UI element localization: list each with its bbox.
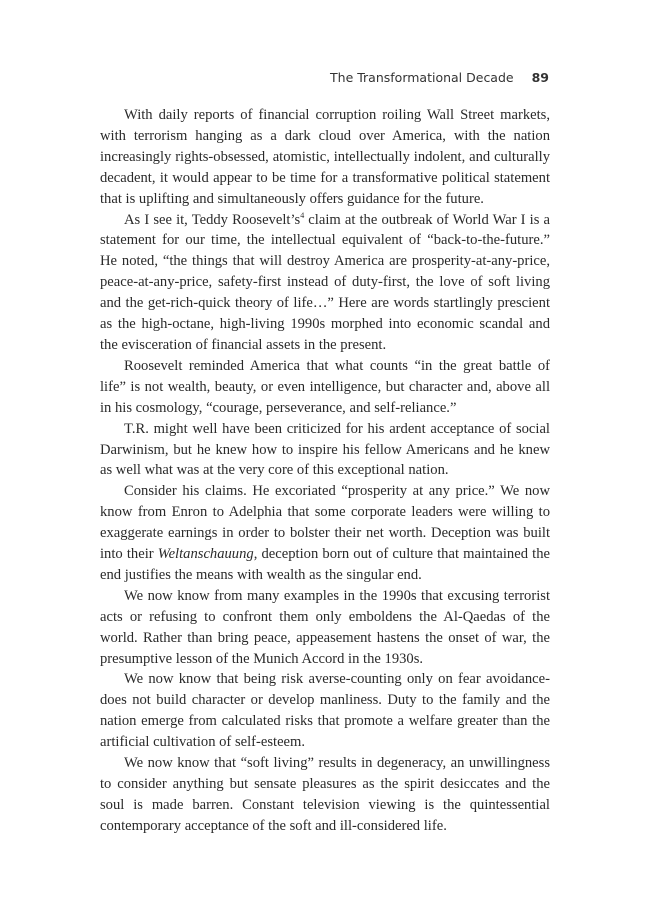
page-number: 89 [531,70,549,85]
chapter-title: The Transformational Decade [330,70,514,85]
paragraph-1: With daily reports of financial corruption roiling Wall Street markets, with terrorism hanging as a dark cloud over America, with the nation increasingly rights-obsessed, atomistic, intellectually indolent, and culturally decadent, it would appear to be time for a transformative political statement that is uplifting and simultaneously offers guidance for the future. [100,107,550,207]
italic-term: Weltanschauung [157,546,254,563]
footnote-marker: 4 [300,210,305,220]
paragraph-8: We now know that “soft living” results in degeneracy, an unwillingness to consider anything but sensate pleasures as the spirit desiccates and the soul is made barren. Constant television viewing is the quintessential contemporary acceptance of the soft and ill-considered life. [100,755,550,834]
paragraph-2 [100,210,550,356]
body-text [100,105,550,837]
running-head [330,70,549,85]
paragraph-2-text-b: claim at the outbreak of World War I is a statement for our time, the intellectual equivalent of “back-to-the-future.” He noted, “the things that will destroy America are prosperity-at-any-price, peace-at-any-price, safety-first instead of duty-first, the love of soft living and the get-rich-quick theory of life…” Here are words startlingly prescient as the high-octane, high-living 1990s morphed into economic scandal and the evisceration of financial assets in the present. [100,211,550,353]
paragraph-6: We now know from many examples in the 1990s that excusing terrorist acts or refusing to confront them only emboldens the Al-Qaedas of the world. Rather than bring peace, appeasement hastens the onset of war, the presumptive lesson of the Munich Accord in the 1930s. [100,587,550,667]
paragraph-4: T.R. might well have been criticized for his ardent acceptance of social Darwinism, but he knew how to inspire his fellow Americans and he knew as well what was at the very core of this exceptional nation. [100,420,550,479]
paragraph-7: We now know that being risk averse-counting only on fear avoidance-does not build character or develop manliness. Duty to the family and the nation emerge from calculated risks that promote a welfare greater than the artificial cultivation of self-esteem. [100,671,550,751]
paragraph-5-text-a: Consider his claims. He excoriated “prosperity at any price.” We now know from Enron to Adelphia that some corporate leaders were willing to exaggerate earnings in order to bolster their net worth. Deception was built into their [100,483,550,563]
paragraph-5 [100,481,550,586]
paragraph-5-text-b: , deception born out of culture that maintained the end justifies the means with wealth as the singular end. [100,546,550,583]
paragraph-2-text-a: As I see it, Teddy Roosevelt’s [124,211,301,228]
paragraph-3: Roosevelt reminded America that what counts “in the great battle of life” is not wealth, beauty, or even intelligence, but character and, above all in his cosmology, “courage, perseverance, and self-reliance.” [100,357,550,416]
